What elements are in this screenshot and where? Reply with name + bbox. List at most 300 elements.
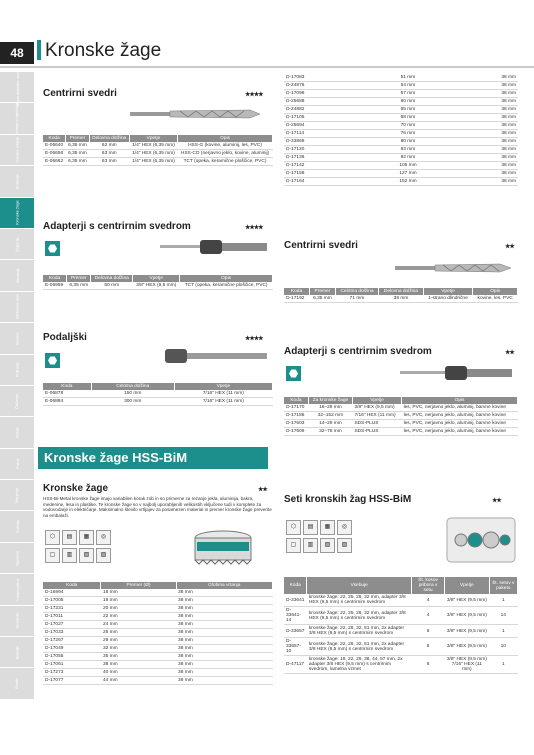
- table-cell: 25 mm: [101, 629, 176, 637]
- section-banner: Kronske žage HSS-BiM: [38, 447, 268, 469]
- aluminium-icon: ▥: [303, 538, 318, 553]
- table-cell: 38 mm: [448, 170, 518, 178]
- table-cell: D-33657-10: [284, 638, 307, 656]
- table-row: [43, 653, 273, 661]
- table-cell: 38 mm: [448, 122, 518, 130]
- table-cell: 38 mm: [448, 114, 518, 122]
- chapter-tab-label: Oprema: [14, 550, 20, 566]
- table-cell: D-16994: [43, 589, 101, 597]
- table-row: [284, 656, 518, 674]
- table-cell: 44 mm: [101, 677, 176, 685]
- table-centrirni-svedri-2: [284, 288, 518, 303]
- table-cell: D-17055: [43, 653, 101, 661]
- centering-drill-bit-image-2: [395, 262, 513, 274]
- column-header: Premer: [67, 275, 91, 282]
- table-cell: 65 mm: [368, 106, 448, 114]
- table-cell: les, PVC, nerjavno jeklo, aluminij, barvne kovine: [402, 420, 518, 428]
- table-cell: 38 mm: [176, 605, 272, 613]
- steel-icon: ▧: [320, 538, 335, 553]
- chapter-tab[interactable]: [0, 101, 34, 136]
- table-cell: 3/8" HEX (9,5 mm) 7/16" HEX (11 mm): [445, 656, 489, 674]
- table-cell: E-06656: [43, 150, 66, 158]
- column-header: Opis: [178, 135, 273, 142]
- title-accent-bar: [37, 40, 41, 60]
- chapter-tab-label: Čiščenje: [14, 393, 20, 409]
- table-row: [284, 428, 518, 436]
- table-cell: 38 mm: [176, 661, 272, 669]
- table-cell: D-17061: [43, 661, 101, 669]
- table-cell: 38 mm: [379, 295, 424, 303]
- chapter-tab-label: Servis: [14, 678, 20, 690]
- wood-icon: ▤: [303, 520, 318, 535]
- table-row: [284, 625, 518, 638]
- plastic-icon: ▢: [286, 538, 301, 553]
- table-row: [284, 170, 518, 178]
- table-cell: D-17158: [284, 170, 368, 178]
- table-header-row: [43, 383, 273, 390]
- column-header: Vpetje: [423, 288, 473, 295]
- adapter-image-2: [400, 363, 515, 383]
- table-row: [43, 142, 273, 150]
- table-cell: 4: [411, 607, 444, 625]
- table-cell: 35 mm: [101, 653, 176, 661]
- material-icons-seti-row2: [286, 538, 352, 553]
- rating-stars: ★★: [505, 244, 514, 250]
- chapter-tab[interactable]: [0, 166, 34, 196]
- table-row: [284, 162, 518, 170]
- column-header: Delovna dolžina: [89, 135, 129, 142]
- table-cell: 3/8" HEX (9,5 mm): [445, 594, 489, 607]
- table-cell: 6: [411, 625, 444, 638]
- table-cell: 38 mm: [176, 677, 272, 685]
- table-row: [284, 90, 518, 98]
- table-cell: D-17005: [43, 597, 101, 605]
- table-row: [284, 114, 518, 122]
- column-header: Vpetje: [133, 275, 180, 282]
- table-row: [284, 412, 518, 420]
- table-row: [284, 178, 518, 186]
- hex-shank-icon: ⬡: [286, 520, 301, 535]
- chapter-tab-label: Kovine: [14, 332, 20, 345]
- table-row: [43, 613, 273, 621]
- table-cell: 57 mm: [368, 90, 448, 98]
- column-header: Št. setov v paketu: [489, 577, 517, 594]
- table-cell: D-17033: [43, 629, 101, 637]
- table-row: [284, 638, 518, 656]
- table-cell: 38 mm: [448, 130, 518, 138]
- table-cell: 51 mm: [368, 74, 448, 82]
- chapter-tab[interactable]: [0, 260, 34, 290]
- table-cell: 1/4" HEX (6,35 mm): [129, 150, 177, 158]
- column-header: Celotna dolžina: [335, 288, 378, 295]
- table-row: [284, 106, 518, 114]
- chapter-tab-label: Poliranje: [14, 361, 20, 378]
- table-cell: 38 mm: [448, 74, 518, 82]
- table-cell: kovine, les, PVC: [473, 295, 518, 303]
- table-cell: 20 mm: [101, 605, 176, 613]
- table-centrirni-svedri: [43, 135, 273, 166]
- table-cell: kronske žage: 22, 25, 29, 32 mm, adapter 3/8 HEX (9,5 mm) s centrirnim svedrom: [307, 594, 412, 607]
- table-cell: D-17164: [284, 178, 368, 186]
- column-header: Vpetje: [174, 383, 272, 390]
- table-cell: 6,35 mm: [66, 158, 89, 166]
- header-divider: [0, 66, 534, 68]
- table-cell: 40 mm: [101, 669, 176, 677]
- chapter-tab-label: Brušenje: [14, 173, 20, 190]
- chapter-tab-label: Pribor: [14, 458, 20, 470]
- table-cell: 38 mm: [176, 597, 272, 605]
- table-row: [284, 98, 518, 106]
- table-header-row: [284, 397, 518, 404]
- chapter-tab-label: Obdelava lesa: [14, 294, 20, 320]
- chapter-tab[interactable]: [0, 135, 34, 165]
- table-cell: HSS-G (kovine, aluminij, les, PVC): [178, 142, 273, 150]
- table-cell: TCT (opeka, keramične ploščice, PVC): [178, 158, 273, 166]
- chapter-tab[interactable]: [0, 386, 34, 416]
- table-header-row: [284, 577, 518, 594]
- table-header-row: [43, 275, 273, 282]
- centering-drill-bit-image: [130, 107, 270, 121]
- column-header: Za kronske žage: [308, 397, 352, 404]
- table-row: [43, 589, 273, 597]
- table-cell: D-24876: [284, 82, 368, 90]
- table-cell: 16–29 mm: [308, 404, 352, 412]
- table-row: [43, 621, 273, 629]
- table-cell: 38 mm: [101, 661, 176, 669]
- table-cell: 4: [411, 594, 444, 607]
- table-cell: 6,35 mm: [67, 282, 91, 290]
- table-cell: TCT (opeka, keramične ploščice, PVC): [180, 282, 273, 290]
- table-cell: D-47117: [284, 656, 307, 674]
- table-cell: D-33641-14: [284, 607, 307, 625]
- chapter-tab[interactable]: [0, 480, 34, 510]
- table-cell: D-17267: [43, 637, 101, 645]
- table-cell: kronske žage: 22, 25, 29, 32 mm, adapter 3/8 HEX (9,5 mm) s centrirnim svedrom: [307, 607, 412, 625]
- table-cell: 92 mm: [368, 154, 448, 162]
- section-title-centrirni-svedri: Centrirni svedri: [43, 88, 117, 99]
- column-header: Premer: [310, 288, 336, 295]
- hex-shank-icon: [45, 353, 60, 368]
- adapter-image: [160, 236, 270, 258]
- table-row: [284, 404, 518, 412]
- table-cell: 38 mm: [448, 154, 518, 162]
- table-cell: 38 mm: [176, 637, 272, 645]
- table-cell: kronske žage: 22, 29, 32, 51 mm, 2x adapter 3/8 HEX (9,5 mm) s centrirnim svedrom: [307, 625, 412, 638]
- chapter-tab[interactable]: [0, 574, 34, 604]
- table-cell: D-17114: [284, 130, 368, 138]
- table-row: [43, 677, 273, 685]
- column-header: Koda: [284, 397, 308, 404]
- table-cell: 38 mm: [448, 106, 518, 114]
- table-cell: 1/4" HEX (6,35 mm): [129, 158, 177, 166]
- column-header: Koda: [284, 577, 307, 594]
- table-cell: D-25688: [284, 98, 368, 106]
- table-cell: 38 mm: [176, 669, 272, 677]
- table-row: [284, 295, 518, 303]
- hole-saw-image: [188, 528, 258, 570]
- table-cell: 22 mm: [101, 613, 176, 621]
- table-row: [284, 146, 518, 154]
- table-cell: 1-strano dlindrične: [423, 295, 473, 303]
- table-cell: D-17105: [284, 114, 368, 122]
- table-cell: 1: [489, 656, 517, 674]
- column-header: Opis: [402, 397, 518, 404]
- table-cell: 3/8" HEX (9,5 mm): [352, 404, 401, 412]
- table-row: [43, 661, 273, 669]
- table-cell: 60 mm: [368, 98, 448, 106]
- table-row: [43, 637, 273, 645]
- chapter-tab-label: Baterije: [14, 645, 20, 659]
- column-header: Globina vrtanja: [176, 582, 272, 589]
- chapter-tab-label: Udarno vrtanje: [14, 136, 20, 164]
- chapter-tab-label: Sesalniki: [14, 612, 20, 629]
- table-row: [284, 420, 518, 428]
- section-title-centrirni-svedri-2: Centrirni svedri: [284, 240, 358, 251]
- column-header: Koda: [43, 383, 91, 390]
- table-cell: 3/8" HEX (9,5 mm): [133, 282, 180, 290]
- table-cell: kronske žage: 22, 29, 32, 51 mm, 2x adapter 3/8 HEX (9,5 mm) s centrirnim svedrom: [307, 638, 412, 656]
- table-row: [284, 607, 518, 625]
- table-cell: D-25694: [284, 122, 368, 130]
- table-cell: 3/8" HEX (9,5 mm): [445, 625, 489, 638]
- hex-shank-icon: ⬡: [45, 530, 60, 545]
- table-cell: kronske žage: 19, 22, 29, 38, 44, 57 mm, 2x adapter 3/8 HEX (9,5 mm) s centrirnim svedrom, lamelna vzmet: [307, 656, 412, 674]
- table-cell: 54 mm: [368, 82, 448, 90]
- table-cell: 150 mm: [91, 390, 174, 398]
- table-row: [43, 597, 273, 605]
- table-cell: 38 mm: [176, 589, 272, 597]
- table-cell: 1: [489, 594, 517, 607]
- table-row: [43, 150, 273, 158]
- pipe-icon: ◎: [96, 530, 111, 545]
- rating-stars: ★★: [505, 350, 514, 356]
- table-kronske-zage-continued: [284, 74, 518, 186]
- table-cell: 71 mm: [335, 295, 378, 303]
- table-cell: les, PVC, nerjavno jeklo, aluminij, barvne kovine: [402, 412, 518, 420]
- column-header: Koda: [43, 135, 66, 142]
- table-cell: D-24882: [284, 106, 368, 114]
- hex-shank-icon: [286, 366, 301, 381]
- table-cell: 38 mm: [448, 82, 518, 90]
- table-cell: 6: [411, 656, 444, 674]
- chapter-tab-label: Ostalo: [14, 426, 20, 439]
- table-cell: 38 mm: [176, 653, 272, 661]
- column-header: Vpetje: [352, 397, 401, 404]
- table-cell: D-17136: [284, 154, 368, 162]
- chapter-tab[interactable]: [0, 229, 34, 259]
- table-cell: 38 mm: [176, 613, 272, 621]
- chapter-tab-label: Vrtalni pribor: [14, 578, 20, 601]
- table-cell: 38 mm: [448, 98, 518, 106]
- table-cell: 16 mm: [101, 589, 176, 597]
- table-cell: E-06878: [43, 390, 91, 398]
- copper-icon: ▨: [96, 548, 111, 563]
- material-icons: [45, 530, 111, 545]
- table-cell: D-17273: [43, 669, 101, 677]
- table-cell: 38 mm: [448, 90, 518, 98]
- chapter-tab[interactable]: [0, 323, 34, 353]
- table-kronske-zage: [43, 582, 273, 685]
- table-cell: 6: [411, 638, 444, 656]
- table-cell: 70 mm: [368, 122, 448, 130]
- metal-icon: ▦: [79, 530, 94, 545]
- table-cell: 80 mm: [368, 138, 448, 146]
- section-title-kronske-zage: Kronske žage: [43, 483, 109, 494]
- column-header: Koda: [43, 275, 67, 282]
- table-cell: les, PVC, nerjavno jeklo, aluminij, barvne kovine: [402, 404, 518, 412]
- page-number: 48: [0, 42, 34, 64]
- chapter-tab[interactable]: [0, 511, 34, 541]
- table-row: [43, 398, 273, 406]
- rating-stars: ★★: [492, 498, 501, 504]
- chapter-tab[interactable]: [0, 198, 34, 228]
- rating-stars: ★★: [258, 487, 267, 493]
- table-cell: 127 mm: [368, 170, 448, 178]
- table-cell: D-33641: [284, 594, 307, 607]
- table-cell: 7/16" HEX (11 mm): [352, 412, 401, 420]
- table-cell: E-06959: [43, 282, 67, 290]
- hole-saw-set-case-image: [445, 510, 517, 565]
- table-cell: SDS-PLUS: [352, 420, 401, 428]
- chapter-tab[interactable]: [0, 67, 34, 107]
- table-cell: D-17077: [43, 677, 101, 685]
- table-row: [284, 154, 518, 162]
- chapter-tab[interactable]: [0, 292, 34, 322]
- section-title-adapterji-2: Adapterji s centrirnim svedrom: [284, 346, 432, 357]
- table-cell: 7/16" HEX (11 mm): [174, 390, 272, 398]
- chapter-tab[interactable]: [0, 449, 34, 479]
- description-text: HSS-Bi-Metal kronske žage imajo variabilen korak zob in so primerne za rezanje jekla, aluminija, bakra, medenine, lesa in plastike. Te kronske žage so v najbolj uporabljenih velikostih vključene tudi v komplete za vodovodarje in električarje. Maksimalno število vrtljajev za posamezen material in premer kronske žage preverite na embalaži.: [43, 496, 272, 518]
- table-cell: D-17011: [43, 613, 101, 621]
- table-cell: 32 mm: [101, 645, 176, 653]
- table-header-row: [284, 288, 518, 295]
- table-row: [284, 74, 518, 82]
- rating-stars: ★★★★: [245, 336, 263, 342]
- table-row: [43, 390, 273, 398]
- table-cell: D-17099: [284, 90, 368, 98]
- table-row: [43, 158, 273, 166]
- column-header: Št. kosov pribora v setu: [411, 577, 444, 594]
- copper-icon: ▨: [337, 538, 352, 553]
- chapter-tab-label: Zaščita: [14, 520, 20, 534]
- table-cell: 7/16" HEX (11 mm): [174, 398, 272, 406]
- column-header: Vpetje: [129, 135, 177, 142]
- table-cell: 63 mm: [89, 150, 129, 158]
- chapter-tab[interactable]: [0, 668, 34, 698]
- column-header: Koda: [43, 582, 101, 589]
- table-cell: 3/8" HEX (9,5 mm): [445, 638, 489, 656]
- table-cell: D-17609: [284, 428, 308, 436]
- table-adapterji-2: [284, 397, 518, 436]
- table-cell: les, PVC, nerjavno jeklo, aluminij, barvne kovine: [402, 428, 518, 436]
- table-cell: 6,35 mm: [310, 295, 336, 303]
- table-cell: E-06884: [43, 398, 91, 406]
- table-cell: D-17083: [284, 74, 368, 82]
- column-header: Vsebuje: [307, 577, 412, 594]
- table-cell: D-17049: [43, 645, 101, 653]
- table-cell: 38 mm: [176, 621, 272, 629]
- table-row: [43, 605, 273, 613]
- table-header-row: [43, 582, 273, 589]
- metal-icon: ▦: [320, 520, 335, 535]
- table-cell: 14: [489, 607, 517, 625]
- table-cell: 32–76 mm: [308, 428, 352, 436]
- chapter-tab-label: Merjenje: [14, 487, 20, 503]
- rating-stars: ★★★★: [245, 225, 263, 231]
- table-header-row: [43, 135, 273, 142]
- chapter-tab[interactable]: [0, 543, 34, 573]
- steel-icon: ▧: [79, 548, 94, 563]
- column-header: Premer (Ø): [101, 582, 176, 589]
- table-cell: 6,35 mm: [66, 142, 89, 150]
- table-cell: 38 mm: [176, 629, 272, 637]
- column-header: Koda: [284, 288, 310, 295]
- table-row: [43, 282, 273, 290]
- section-title-seti: Seti kronskih žag HSS-BiM: [284, 494, 412, 505]
- wood-icon: ▤: [62, 530, 77, 545]
- table-row: [284, 130, 518, 138]
- table-cell: 63 mm: [89, 158, 129, 166]
- chapter-tab-label: Kronske žage: [14, 200, 20, 225]
- table-row: [284, 594, 518, 607]
- table-row: [284, 122, 518, 130]
- table-cell: 1: [489, 625, 517, 638]
- chapter-tab[interactable]: [0, 355, 34, 385]
- table-cell: 68 mm: [368, 114, 448, 122]
- chapter-tab[interactable]: [0, 637, 34, 667]
- column-header: Opis: [180, 275, 273, 282]
- table-row: [43, 629, 273, 637]
- section-title-adapterji: Adapterji s centrirnim svedrom: [43, 221, 191, 232]
- chapter-tab-label: Vrtanje in vijačenje: [14, 101, 20, 136]
- table-cell: 10: [489, 638, 517, 656]
- column-header: Premer: [66, 135, 89, 142]
- chapter-tab-label: Žaganje: [14, 236, 20, 252]
- chapter-tab[interactable]: [0, 417, 34, 447]
- table-cell: D-17142: [284, 162, 368, 170]
- table-cell: 14–29 mm: [308, 420, 352, 428]
- table-cell: D-33869: [284, 138, 368, 146]
- table-cell: E-06662: [43, 158, 66, 166]
- page-title: Kronske žage: [45, 40, 162, 61]
- table-cell: 76 mm: [368, 130, 448, 138]
- material-icons-seti: [286, 520, 352, 535]
- material-icons-row2: [45, 548, 111, 563]
- chapter-tab-label: Rezanje: [14, 268, 20, 283]
- table-cell: D-17192: [284, 295, 310, 303]
- table-cell: D-17231: [43, 605, 101, 613]
- plastic-icon: ▢: [45, 548, 60, 563]
- column-header: Celotna dolžina: [91, 383, 174, 390]
- chapter-tab[interactable]: [0, 606, 34, 636]
- table-cell: D-17170: [284, 404, 308, 412]
- table-cell: D-17603: [284, 420, 308, 428]
- aluminium-icon: ▥: [62, 548, 77, 563]
- table-cell: SDS-PLUS: [352, 428, 401, 436]
- chapter-tab-label: Akumulatorsko orodje: [14, 67, 20, 107]
- section-title-podaljski: Podaljški: [43, 332, 87, 343]
- table-cell: 62 mm: [89, 142, 129, 150]
- table-cell: 19 mm: [101, 597, 176, 605]
- table-adapterji: [43, 275, 273, 290]
- column-header: Opis: [473, 288, 518, 295]
- table-cell: 50 mm: [91, 282, 133, 290]
- table-cell: 38 mm: [448, 162, 518, 170]
- table-cell: 32–152 mm: [308, 412, 352, 420]
- table-cell: HSS-CO (nerjavno jeklo, kovine, aluminij): [178, 150, 273, 158]
- column-header: Delovna dolžina: [379, 288, 424, 295]
- table-row: [43, 645, 273, 653]
